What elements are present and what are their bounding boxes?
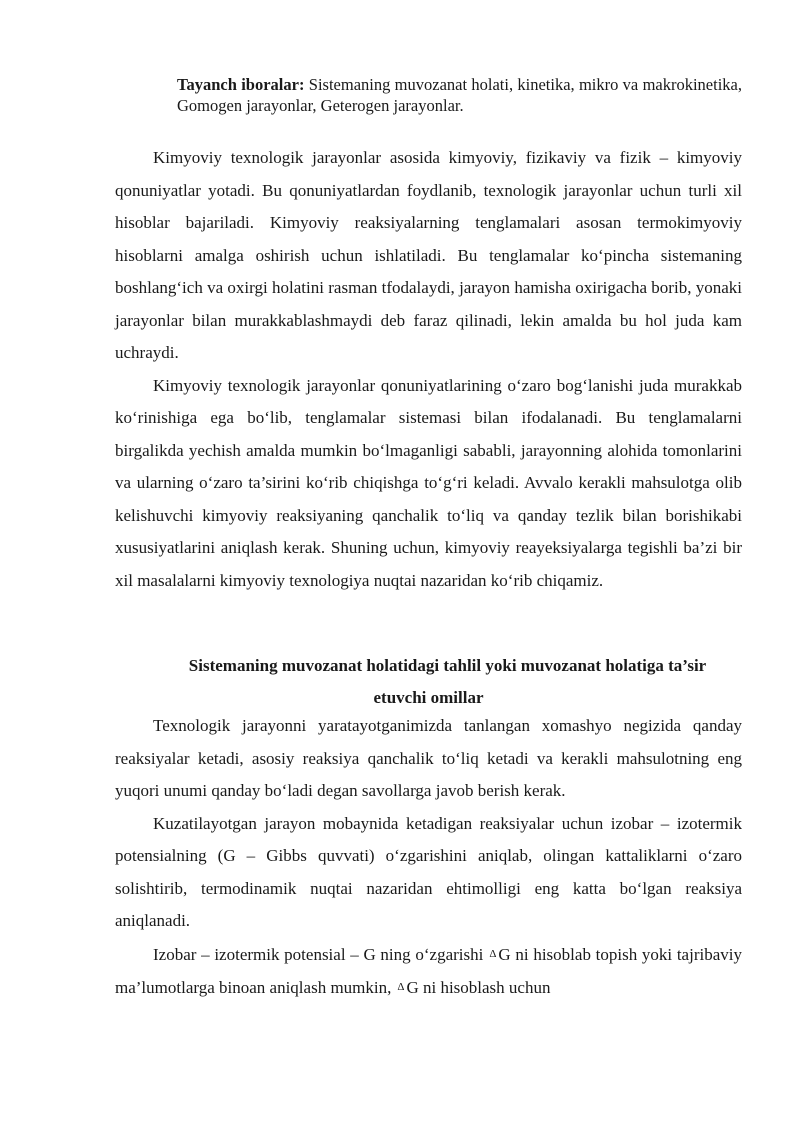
section-heading-line-2: etuvchi omillar [373, 688, 484, 707]
section-heading [115, 650, 742, 714]
keywords-block [177, 74, 742, 116]
section-paragraph-3 [115, 938, 742, 1005]
paragraph-3-part-1: Izobar – izotermik potensial – G ning o‘zgarishi [153, 944, 484, 964]
section-paragraph-1: Texnologik jarayonni yaratayotganimizda tanlangan xomashyo negizida qanday reaksiyalar ketadi, asosiy reaksiya qanchalik to‘liq ketadi va kerakli mahsulotning eng yuqori unumi qanday bo‘ladi degan savollarga javob berish kerak. [115, 716, 742, 800]
section-heading-line-1: Sistemaning muvozanat holatidagi tahlil yoki muvozanat holatiga ta’sir [188, 656, 707, 675]
keywords-label: Tayanch iboralar: [177, 75, 305, 94]
delta-symbol-2: Δ [397, 981, 405, 993]
intro-section [115, 142, 742, 597]
section-body [115, 710, 742, 1005]
delta-symbol: Δ [489, 947, 497, 960]
paragraph-3-part-2: G ni hisoblab topish yoki tajribaviy ma’lumotlarga binoan aniqlash mumkin, [115, 944, 742, 997]
keywords-text: Sistemaning muvozanat holati, kinetika, mikro va makrokinetika, Gomogen jarayonlar, Geterogen jarayonlar. [177, 75, 742, 115]
intro-paragraph-1: Kimyoviy texnologik jarayonlar asosida kimyoviy, fizikaviy va fizik – kimyoviy qonuniyatlar yotadi. Bu qonuniyatlardan foydlanib, texnologik jarayonlar uchun turli xil hisoblar bajariladi. Kimyoviy reaksiyalarning tenglamalari asosan termokimyoviy hisoblarni amalga oshirish uchun ishlatiladi. Bu tenglamalar ko‘pincha sistemaning boshlang‘ich va oxirgi holatini rasman tfodalaydi, jarayon hamisha oxirigacha borib, yonaki jarayonlar bilan murakkablashmaydi deb faraz qilinadi, lekin amalda bu hol juda kam uchraydi. [115, 148, 742, 362]
paragraph-3-part-3: G ni hisoblash uchun [406, 978, 551, 997]
section-paragraph-2: Kuzatilayotgan jarayon mobaynida ketadigan reaksiyalar uchun izobar – izotermik potensialning (G – Gibbs quvvati) o‘zgarishini aniqlab, olingan kattaliklarni o‘zaro solishtirib, termodinamik nuqtai nazaridan ehtimolligi eng katta bo‘lgan reaksiya aniqlanadi. [115, 813, 742, 930]
intro-paragraph-2: Kimyoviy texnologik jarayonlar qonuniyatlarining o‘zaro bog‘lanishi juda murakkab ko‘rinishiga ega bo‘lib, tenglamalar sistemasi bilan ifodalanadi. Bu tenglamalarni birgalikda yechish amalda mumkin bo‘lmaganligi sababli, jarayonning alohida tomonlarini va ularning o‘zaro ta’sirini ko‘rib chiqishga to‘g‘ri keladi. Avvalo kerakli mahsulotga olib kelishuvchi kimyoviy reaksiyaning qanchalik to‘liq va qanday tezlik bilan borishikabi xususiyatlarini aniqlash kerak. Shuning uchun, kimyoviy reayeksiyalarga tegishli ba’zi bir xil masalalarni kimyoviy texnologiya nuqtai nazaridan ko‘rib chiqamiz. [115, 375, 742, 590]
